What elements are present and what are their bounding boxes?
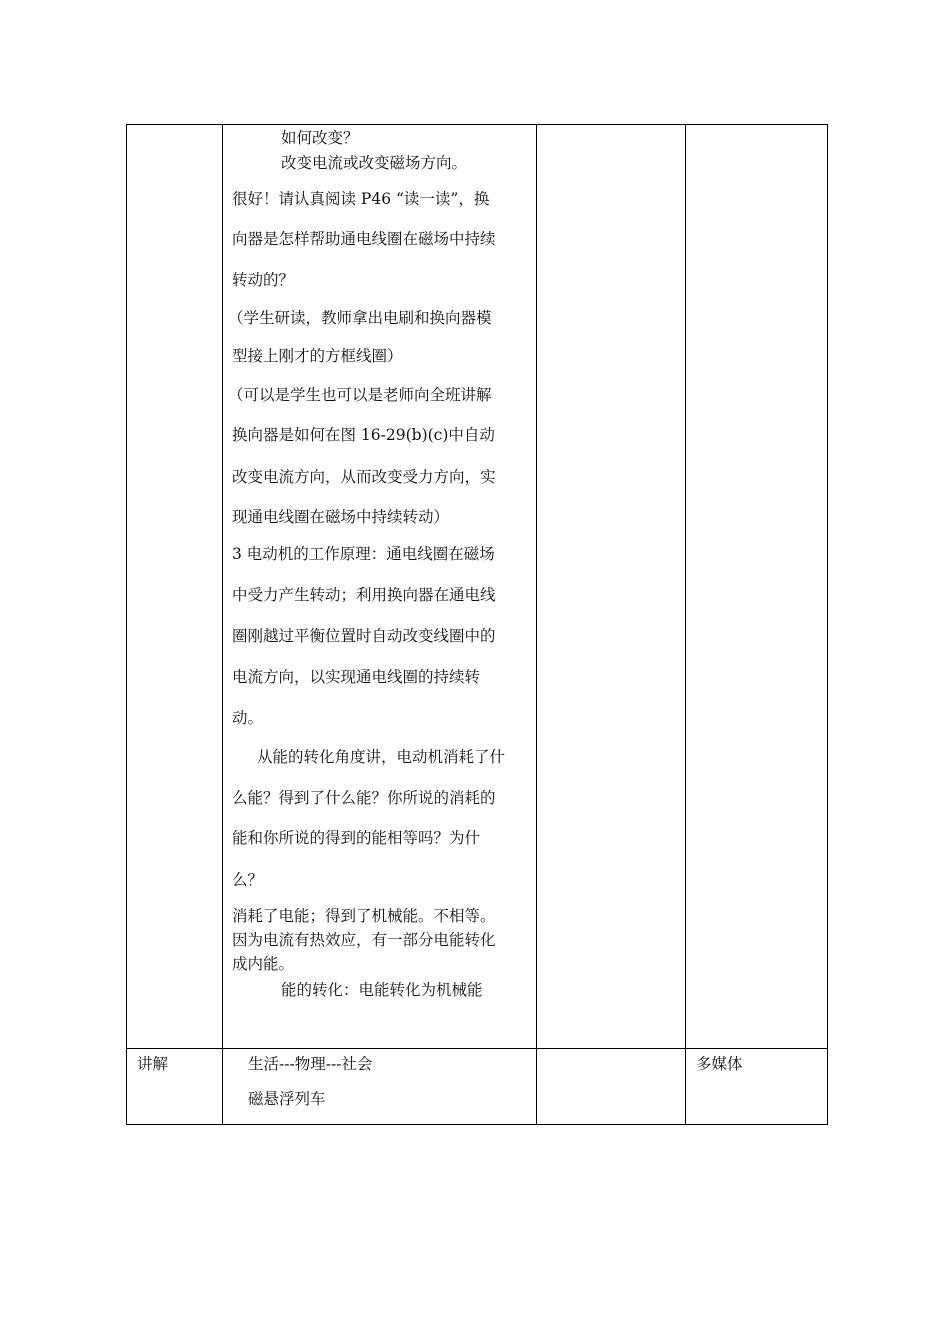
text-line: 改变电流或改变磁场方向。 [281,154,468,172]
text-line: 成内能。 [232,955,295,973]
text-line: 很好！请认真阅读 P46 “读一读”，换 [232,190,490,208]
media-cell [686,1049,828,1125]
text-line: 么能？得到了什么能？你所说的消耗的 [232,789,496,807]
media-cell [686,125,828,1049]
empty-cell [537,125,686,1049]
text-line: 电流方向，以实现通电线圈的持续转 [232,668,481,686]
media-label: 多媒体 [696,1055,743,1073]
text-line: 转动的？ [232,271,295,289]
text-line: 消耗了电能；得到了机械能。不相等。 [232,907,496,925]
text-line: （可以是学生也可以是老师向全班讲解 [228,386,492,404]
text-line: 么？ [232,871,264,889]
activity-cell [127,1049,223,1125]
empty-cell [537,1049,686,1125]
text-line: 能和你所说的得到的能相等吗？为什 [232,829,481,847]
text-line: 能的转化：电能转化为机械能 [281,981,483,999]
text-line: 从能的转化角度讲，电动机消耗了什 [257,748,506,766]
text-line: 圈刚越过平衡位置时自动改变线圈中的 [232,627,496,645]
table-row [127,125,828,1049]
text-line: 向器是怎样帮助通电线圈在磁场中持续 [232,230,496,248]
activity-label: 讲解 [137,1055,169,1073]
text-line: 生活---物理---社会 [248,1055,373,1073]
text-line: 磁悬浮列车 [248,1090,326,1108]
lesson-plan-table [126,124,828,1125]
activity-cell [127,125,223,1049]
content-text-block [223,125,536,1048]
text-line: 改变电流方向，从而改变受力方向，实 [232,468,496,486]
content-cell [223,1049,537,1125]
text-line: 3 电动机的工作原理：通电线圈在磁场 [232,545,495,563]
text-line: 动。 [232,709,264,727]
text-line: 型接上刚才的方框线圈） [232,347,403,365]
text-line: 因为电流有热效应，有一部分电能转化 [232,931,496,949]
text-line: （学生研读，教师拿出电刷和换向器模 [228,309,492,327]
text-line: 中受力产生转动；利用换向器在通电线 [232,586,496,604]
table-row [127,1049,828,1125]
text-line: 换向器是如何在图 16-29(b)(c)中自动 [232,426,495,444]
content-cell [223,125,537,1049]
text-line: 现通电线圈在磁场中持续转动） [232,508,450,526]
text-line: 如何改变？ [281,129,359,147]
